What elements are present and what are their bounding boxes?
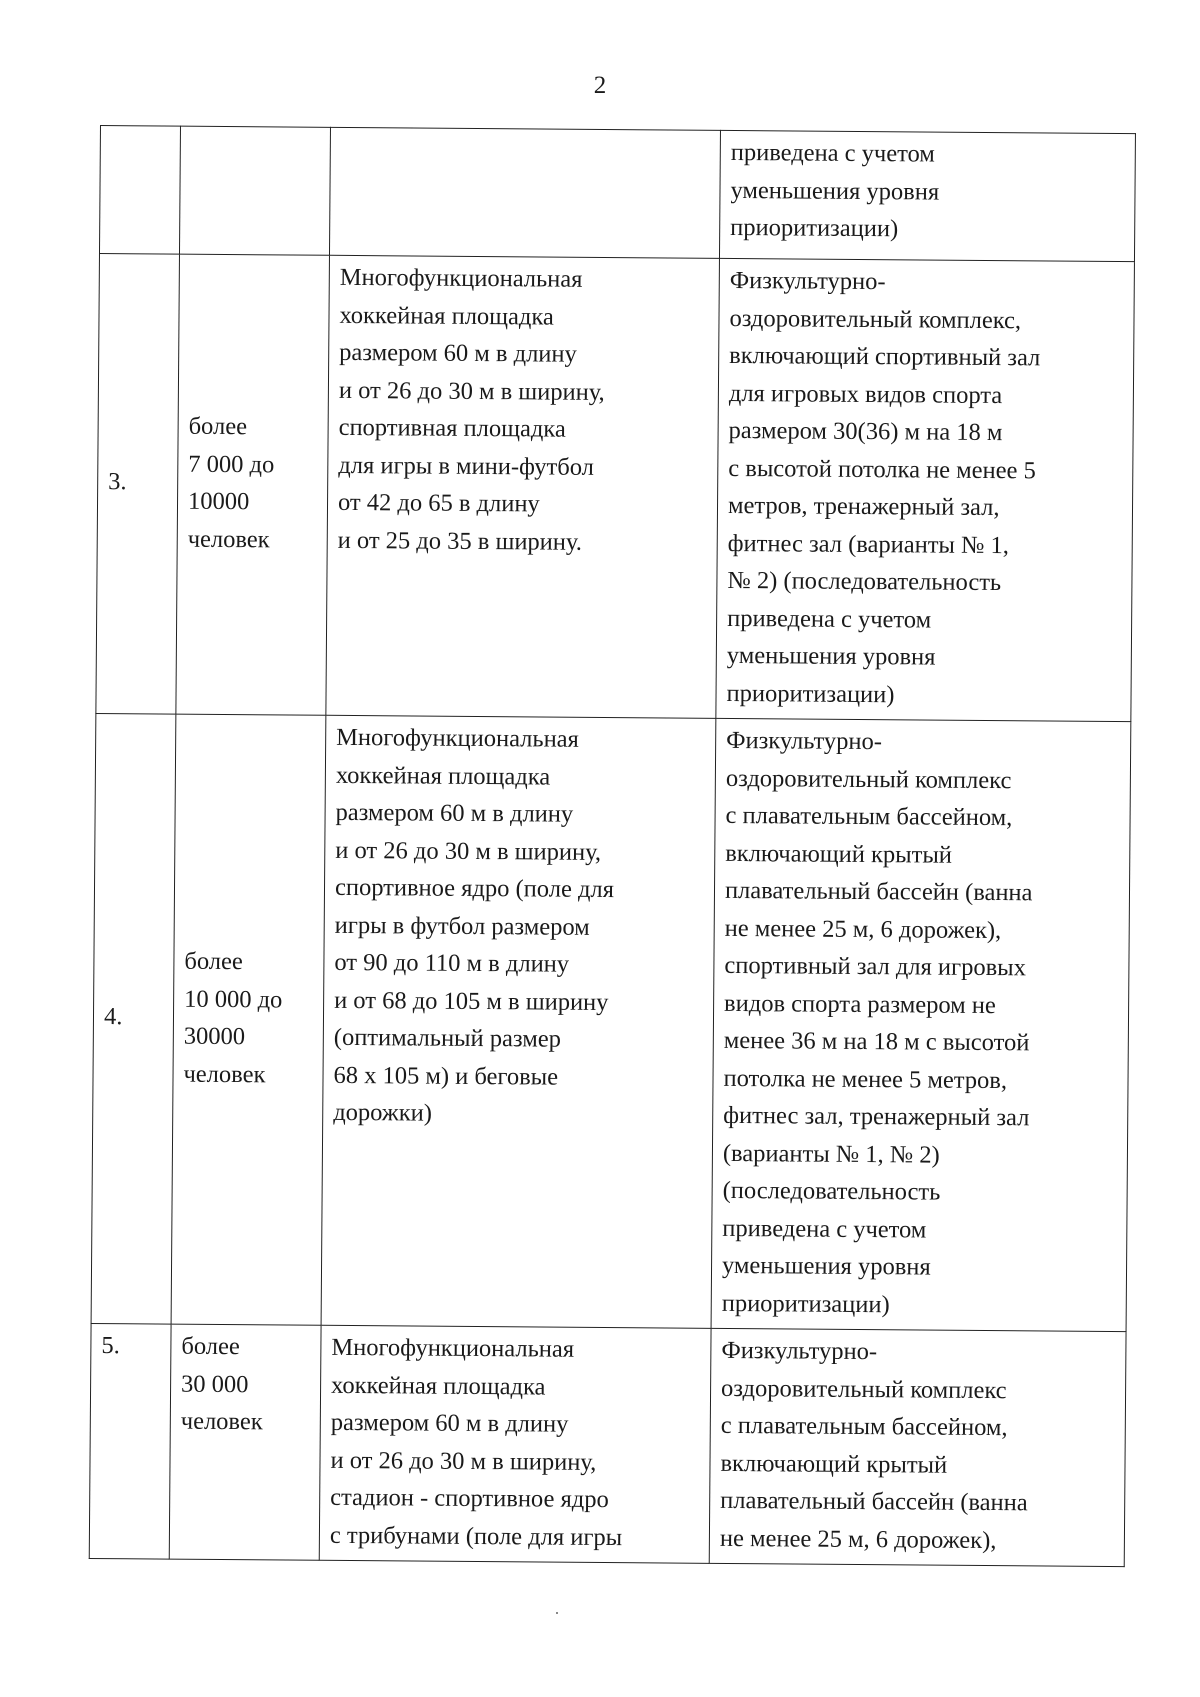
- population-line: человек: [183, 1060, 266, 1088]
- objects-line: стадион - спортивное ядро: [330, 1483, 609, 1514]
- objects-line: размером 60 м в длину: [339, 338, 577, 368]
- alternatives-line: плавательный бассейн (ванна: [724, 876, 1033, 907]
- objects-line: и от 26 до 30 м в ширину,: [335, 836, 602, 866]
- alternatives-cell: [709, 1328, 1126, 1566]
- row-number-cell: [96, 253, 180, 714]
- page-number: 2: [593, 72, 607, 99]
- objects-line: хоккейная площадка: [335, 761, 551, 791]
- objects-line: хоккейная площадка: [339, 301, 554, 331]
- row-number-cell: [99, 126, 180, 255]
- alternatives-line: Физкультурно-: [721, 1336, 878, 1366]
- row-number-cell: [91, 713, 176, 1324]
- population-line: 10000: [187, 487, 250, 516]
- alternatives-line: приоритизации): [721, 1289, 890, 1318]
- population-line: более: [184, 947, 243, 976]
- alternatives-line: приведена с учетом: [727, 604, 932, 634]
- alternatives-line: спортивный зал для игровых: [724, 951, 1027, 982]
- population-cell: [176, 254, 330, 715]
- table-row: [96, 253, 1135, 721]
- alternatives-line: не менее 25 м, 6 дорожек),: [719, 1524, 997, 1554]
- alternatives-line: фитнес зал, тренажерный зал: [723, 1101, 1030, 1132]
- population-cell: [179, 126, 330, 255]
- objects-line: от 42 до 65 в длину: [337, 488, 540, 518]
- objects-line: дорожки): [333, 1098, 433, 1127]
- alternatives-line: оздоровительный комплекс: [725, 764, 1012, 794]
- objects-line: Многофункциональная: [331, 1333, 575, 1363]
- objects-line: спортивное ядро (поле для: [334, 873, 615, 904]
- alternatives-line: не менее 25 м, 6 дорожек),: [724, 914, 1002, 944]
- alternatives-line: приведена с учетом: [722, 1214, 927, 1244]
- alternatives-line: потолка не менее 5 метров,: [723, 1064, 1008, 1094]
- alternatives-line: метров, тренажерный зал,: [727, 491, 1000, 522]
- alternatives-line: фитнес зал (варианты № 1,: [727, 529, 1010, 559]
- objects-line: и от 25 до 35 в ширину.: [337, 526, 583, 556]
- alternatives-cell: [711, 718, 1131, 1331]
- alternatives-line: уменьшения уровня: [726, 641, 936, 671]
- objects-line: игры в футбол размером: [334, 911, 590, 941]
- alternatives-line: приоритизации): [730, 213, 899, 243]
- objects-cell: [321, 715, 716, 1328]
- objects-line: Многофункциональная: [339, 263, 583, 293]
- scan-speck: [556, 1612, 558, 1614]
- population-line: более: [188, 412, 248, 441]
- objects-line: от 90 до 110 м в длину: [334, 948, 570, 978]
- objects-line: и от 26 до 30 м в ширину,: [330, 1446, 597, 1476]
- alternatives-line: видов спорта размером не: [724, 989, 996, 1019]
- objects-line: и от 68 до 105 м в ширину: [334, 986, 609, 1016]
- objects-line: 68 х 105 м) и беговые: [333, 1061, 559, 1091]
- alternatives-line: для игровых видов спорта: [728, 379, 1003, 409]
- table-row: [91, 713, 1131, 1331]
- objects-line: размером 60 м в длину: [335, 798, 574, 828]
- alternatives-line: уменьшения уровня: [730, 176, 940, 206]
- alternatives-line: оздоровительный комплекс,: [729, 304, 1022, 334]
- objects-cell: [326, 255, 720, 718]
- objects-line: размером 60 м в длину: [330, 1408, 569, 1438]
- alternatives-line: с плавательным бассейном,: [725, 801, 1013, 832]
- population-line: человек: [187, 525, 270, 553]
- table-row: [99, 126, 1135, 262]
- population-line: 7 000 до: [188, 450, 275, 478]
- objects-line: спортивная площадка: [338, 413, 566, 443]
- row-number-cell: [89, 1323, 171, 1559]
- alternatives-line: включающий крытый: [725, 839, 953, 869]
- alternatives-line: приоритизации): [726, 679, 895, 708]
- alternatives-line: Физкультурно-: [729, 266, 886, 296]
- row-number: 4.: [103, 1003, 123, 1031]
- objects-line: и от 26 до 30 м в ширину,: [338, 376, 605, 406]
- objects-cell: [319, 1325, 711, 1563]
- alternatives-line: уменьшения уровня: [721, 1251, 931, 1281]
- alternatives-line: включающий крытый: [720, 1449, 948, 1479]
- alternatives-line: приведена с учетом: [730, 138, 935, 168]
- facilities-table: [89, 125, 1136, 1567]
- table-row: [89, 1323, 1126, 1566]
- row-number: 5.: [101, 1332, 120, 1360]
- alternatives-line: менее 36 м на 18 м с высотой: [723, 1026, 1030, 1057]
- alternatives-line: с плавательным бассейном,: [720, 1411, 1008, 1442]
- objects-line: с трибунами (поле для игры: [329, 1521, 623, 1551]
- alternatives-line: Физкультурно-: [726, 726, 883, 756]
- population-line: 30000: [183, 1022, 246, 1051]
- alternatives-line: № 2) (последовательность: [727, 566, 1002, 597]
- objects-line: Многофункциональная: [336, 723, 579, 753]
- alternatives-line: размером 30(36) м на 18 м: [728, 416, 1003, 447]
- objects-cell: [329, 127, 720, 258]
- alternatives-line: плавательный бассейн (ванна: [720, 1486, 1028, 1517]
- alternatives-cell: [719, 130, 1135, 261]
- objects-line: для игры в мини-футбол: [338, 451, 595, 481]
- population-line: более: [181, 1332, 240, 1361]
- population-line: человек: [180, 1407, 263, 1436]
- objects-line: (оптимальный размер: [333, 1023, 562, 1053]
- alternatives-line: включающий спортивный зал: [729, 341, 1041, 372]
- alternatives-line: оздоровительный комплекс: [720, 1374, 1007, 1404]
- alternatives-cell: [716, 258, 1135, 721]
- population-line: 30 000: [181, 1370, 249, 1398]
- row-number: 3.: [108, 468, 127, 496]
- alternatives-line: (последовательность: [722, 1176, 941, 1206]
- population-cell: [169, 1324, 321, 1560]
- alternatives-line: (варианты № 1, № 2): [722, 1139, 940, 1169]
- population-line: 10 000 до: [184, 985, 283, 1013]
- population-cell: [171, 714, 326, 1325]
- alternatives-line: с высотой потолка не менее 5: [728, 454, 1036, 484]
- objects-line: хоккейная площадка: [331, 1371, 546, 1401]
